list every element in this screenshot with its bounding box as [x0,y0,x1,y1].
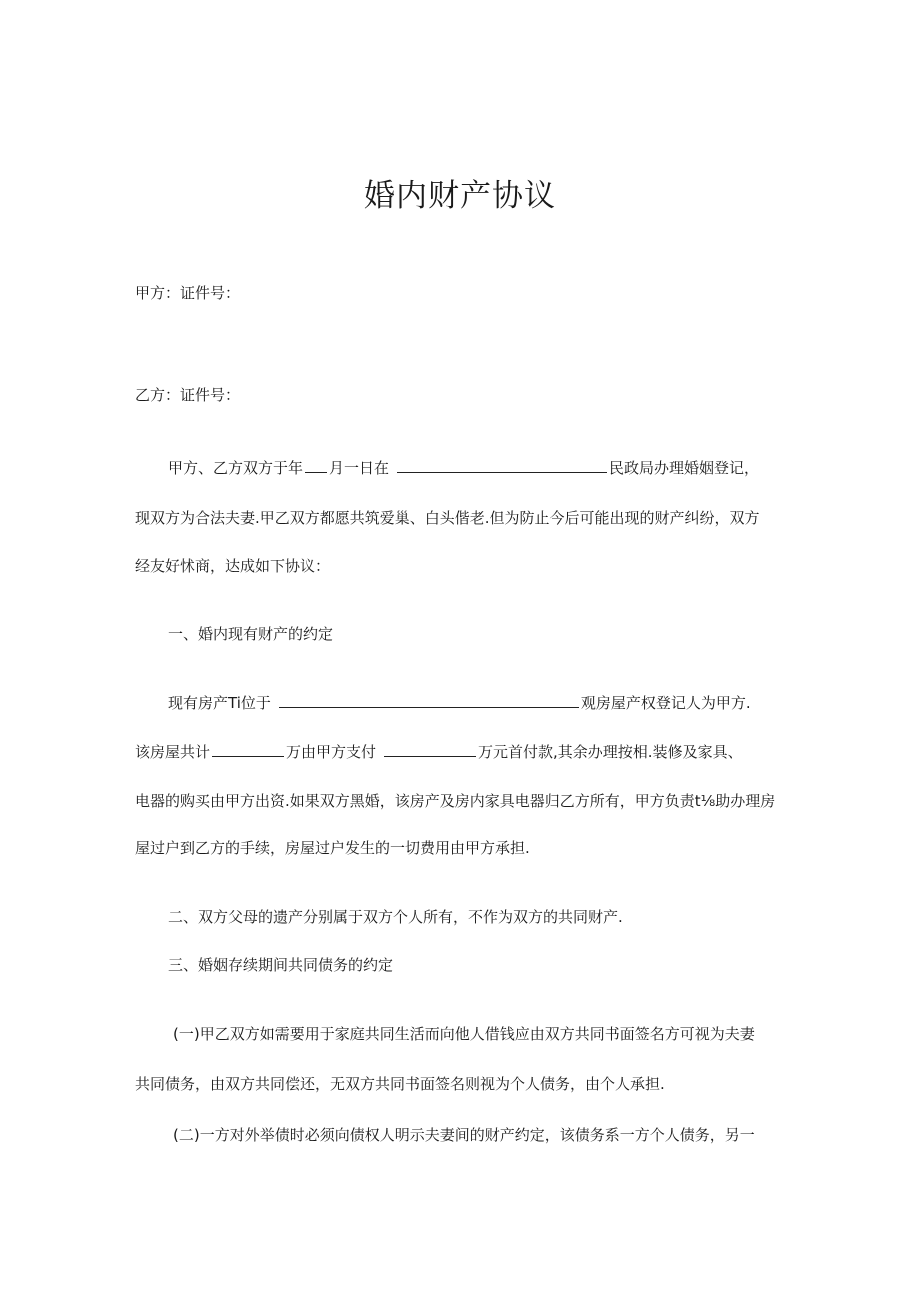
property-owner-text: 观房屋产权登记人为甲方. [580,694,751,712]
property-location-label: 现有房产Ti位于 [168,694,271,712]
down-payment-label: 万由甲方支付 [286,743,377,761]
intro-line-1 [168,458,759,478]
intro-line-3: 经友好怵商，达成如下协议： [135,557,331,575]
section1-line-2 [135,742,743,762]
section3-p1-line-2: 共同债务，由双方共同偿还，无双方共同书面签名则视为个人债务，由个人承担. [135,1075,665,1093]
intro-text-b: 月一日在 [329,459,390,477]
section1-line-4: 屋过户到乙方的手续，房屋过户发生的一切费用由甲方承担. [135,839,530,857]
section3-p2-line-1: (二)一方对外举债时必须向债权人明示夫妻间的财产约定，该债务系一方个人债务，另一 [173,1126,755,1144]
document-title: 婚内财产协议 [364,178,556,214]
property-location-blank [279,693,579,708]
intro-text-c: 民政局办理婚姻登记， [609,459,760,477]
party-b-line: 乙方：证件号： [135,386,241,404]
party-a-line: 甲方：证件号： [135,284,241,302]
section3-p1-line-1: (一)甲乙双方如需要用于家庭共同生活而向他人借钱应由双方共同书面签名方可视为夫妻 [173,1025,755,1043]
down-payment-text: 万元首付款,其余办理按相.装修及家具、 [478,743,743,761]
year-blank [305,458,327,473]
down-payment-blank [384,742,476,757]
registry-blank [397,458,607,473]
section1-heading: 一、婚内现有财产的约定 [168,625,334,643]
total-price-label: 该房屋共计 [135,743,211,761]
total-price-blank [212,742,284,757]
section1-line-3: 电器的购买由甲方出资.如果双方黑婚，该房产及房内家具电器归乙方所有，甲方负责t⅛助办理房 [135,792,776,810]
section3-heading: 三、婚姻存续期间共同债务的约定 [168,956,394,974]
intro-text-a: 甲方、乙方双方于年 [168,459,304,477]
section2-text: 二、双方父母的遗产分别属于双方个人所有，不作为双方的共同财产. [168,908,623,926]
section1-line-1 [168,693,751,713]
intro-line-2: 现双方为合法夫妻.甲乙双方都愿共筑爱巢、白头偕老.但为防止今后可能出现的财产纠纷，双方 [135,509,760,527]
